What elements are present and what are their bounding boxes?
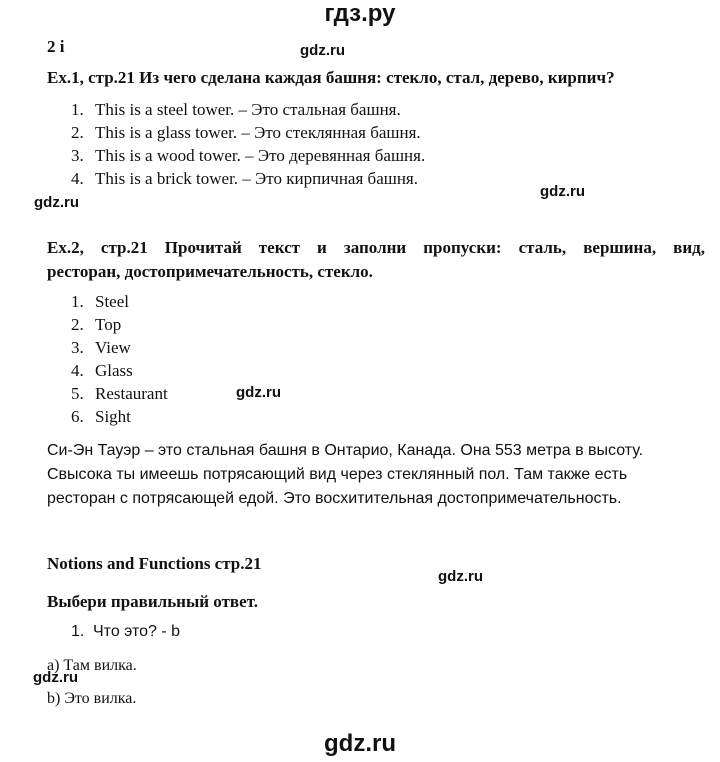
ex2-title-line2: ресторан, достопримечательность, стекло. <box>47 262 373 281</box>
list-item <box>71 405 131 428</box>
ex2-title-line1: Ex.2, стр.21 Прочитай текст и заполни пропуски: сталь, вершина, вид, <box>47 238 705 257</box>
list-text: This is a steel tower. – Это стальная башня. <box>95 100 401 119</box>
paragraph-line: Си-Эн Тауэр – это стальная башня в Онтарио, Канада. Она 553 метра в высоту. <box>47 442 644 459</box>
list-number: 2. <box>71 123 84 142</box>
list-item <box>71 290 129 313</box>
section-label: 2 i <box>47 37 65 56</box>
question-text: Что это? - b <box>93 623 181 640</box>
list-number: 1. <box>71 292 84 311</box>
list-item <box>71 313 121 336</box>
list-text: Top <box>95 315 122 334</box>
list-item <box>71 144 425 167</box>
list-item <box>71 121 421 144</box>
list-item <box>71 167 418 190</box>
question-number: 1. <box>71 623 85 640</box>
list-item <box>71 359 133 382</box>
watermark: gdz.ru <box>33 669 78 686</box>
list-number: 4. <box>71 361 84 380</box>
notions-task: Выбери правильный ответ. <box>47 592 258 611</box>
site-header-logo[interactable]: гдз.ру <box>324 0 396 27</box>
list-text: Steel <box>95 292 129 311</box>
answer-option-a: a) Там вилка. <box>47 657 137 674</box>
paragraph-line: ресторан с потрясающей едой. Это восхитительная достопримечательность. <box>47 490 622 507</box>
list-number: 2. <box>71 315 84 334</box>
watermark: gdz.ru <box>438 568 483 585</box>
list-text: View <box>95 338 131 357</box>
answer-option-b: b) Это вилка. <box>47 690 137 707</box>
list-text: Restaurant <box>95 384 168 403</box>
list-item <box>71 98 401 121</box>
question <box>71 622 180 642</box>
watermark: gdz.ru <box>236 384 281 401</box>
watermark: gdz.ru <box>34 194 79 211</box>
list-text: This is a wood tower. – Это деревянная башня. <box>95 146 426 165</box>
watermark: gdz.ru <box>540 183 585 200</box>
watermark: gdz.ru <box>300 42 345 59</box>
list-number: 4. <box>71 169 84 188</box>
list-number: 5. <box>71 384 84 403</box>
list-text: Sight <box>95 407 131 426</box>
list-text: Glass <box>95 361 133 380</box>
paragraph-line: Свысока ты имеешь потрясающий вид через стеклянный пол. Там также есть <box>47 466 628 483</box>
list-number: 6. <box>71 407 84 426</box>
notions-title: Notions and Functions стр.21 <box>47 554 262 573</box>
list-text: This is a brick tower. – Это кирпичная башня. <box>95 169 418 188</box>
list-number: 3. <box>71 146 84 165</box>
list-text: This is a glass tower. – Это стеклянная башня. <box>95 123 421 142</box>
list-item <box>71 382 168 405</box>
site-footer-logo[interactable]: gdz.ru <box>324 730 396 757</box>
ex1-title: Ex.1, стр.21 Из чего сделана каждая башня: стекло, стал, дерево, кирпич? <box>47 68 615 87</box>
list-number: 1. <box>71 100 84 119</box>
list-number: 3. <box>71 338 84 357</box>
list-item <box>71 336 131 359</box>
